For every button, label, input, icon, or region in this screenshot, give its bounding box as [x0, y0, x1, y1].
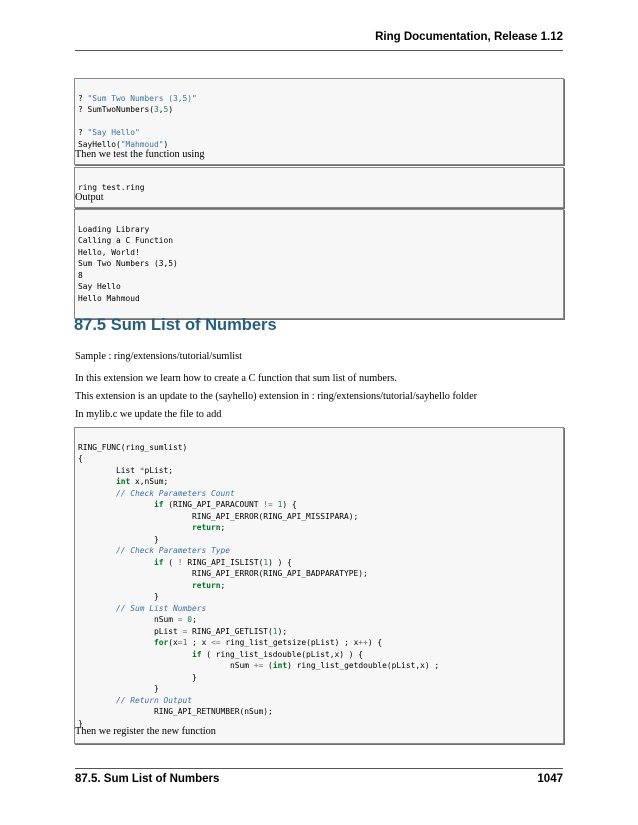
code-line: Say Hello	[78, 282, 121, 291]
header-rule	[75, 50, 563, 51]
paragraph-sample: Sample : ring/extensions/tutorial/sumlist	[75, 351, 243, 362]
paragraph-output: Output	[75, 192, 104, 203]
paragraph-mylib: In mylib.c we update the file to add	[75, 409, 222, 420]
page-number: 1047	[537, 773, 563, 785]
code-line: ? SumTwoNumbers(3,5)	[78, 105, 174, 114]
code-line: // Check Parameters Type	[116, 546, 231, 555]
code-line: Calling a C Function	[78, 236, 174, 245]
footer-section-title: 87.5. Sum List of Numbers	[75, 773, 220, 785]
paragraph-test: Then we test the function using	[75, 149, 205, 160]
code-line: // Check Parameters Count	[116, 488, 235, 498]
code-line: RING_API_ERROR(RING_API_MISSIPARA);	[78, 511, 359, 521]
code-line: Hello, World!	[78, 247, 140, 257]
code-line: ? "Sum Two Numbers (3,5)"	[78, 93, 197, 103]
paragraph-register: Then we register the new function	[75, 726, 216, 737]
code-line: nSum += (int) ring_list_getdouble(pList,x) ;	[78, 661, 440, 670]
code-line: RING_API_ERROR(RING_API_BADPARATYPE);	[78, 569, 368, 578]
paragraph-update: This extension is an update to the (sayhello) extension in : ring/extensions/tutorial/sayhello folder	[75, 391, 478, 402]
code-line: }	[78, 684, 159, 693]
code-block-output	[74, 209, 564, 319]
code-line: // Return Output	[116, 695, 193, 705]
code-line: nSum = 0;	[78, 615, 197, 624]
code-line: RING_FUNC(ring_sumlist)	[78, 442, 188, 452]
code-line: for(x=1 ; x <= ring_list_getsize(pList) ; x++) {	[154, 638, 383, 647]
code-line: {	[78, 454, 83, 463]
code-line: Sum Two Numbers (3,5)	[78, 259, 178, 268]
code-line: 8	[78, 270, 83, 280]
code-line: return;	[192, 523, 226, 532]
code-line: RING_API_RETNUMBER(nSum);	[78, 707, 273, 716]
code-line: pList = RING_API_GETLIST(1);	[78, 626, 288, 636]
code-line: Hello Mahmoud	[78, 293, 140, 303]
code-line: if ( ring_list_isdouble(pList,x) ) {	[192, 649, 364, 659]
code-line: }	[78, 592, 159, 601]
code-line: ? "Say Hello"	[78, 128, 140, 137]
code-line: // Sum List Numbers	[116, 603, 207, 613]
code-block-run-command	[74, 167, 564, 208]
code-line: SayHello("Mahmoud")	[78, 139, 169, 149]
code-line-blank	[78, 116, 563, 128]
code-line: return;	[192, 580, 226, 590]
code-line: Loading Library	[78, 224, 150, 234]
section-heading: 87.5 Sum List of Numbers	[74, 316, 277, 334]
running-header: Ring Documentation, Release 1.12	[375, 31, 563, 43]
code-line: }	[78, 672, 197, 682]
code-line: List *pList;	[78, 465, 174, 475]
code-line: }	[78, 718, 83, 728]
code-line: if ( ! RING_API_ISLIST(1) ) {	[154, 557, 292, 567]
code-line: }	[78, 534, 159, 544]
code-line: if (RING_API_PARACOUNT != 1) {	[154, 500, 297, 509]
code-line: ring test.ring	[78, 182, 145, 192]
code-block-sumlist	[74, 427, 564, 744]
paragraph-learn: In this extension we learn how to create a C function that sum list of numbers.	[75, 373, 397, 384]
footer-rule	[75, 768, 563, 769]
code-line: int x,nSum;	[116, 477, 169, 486]
